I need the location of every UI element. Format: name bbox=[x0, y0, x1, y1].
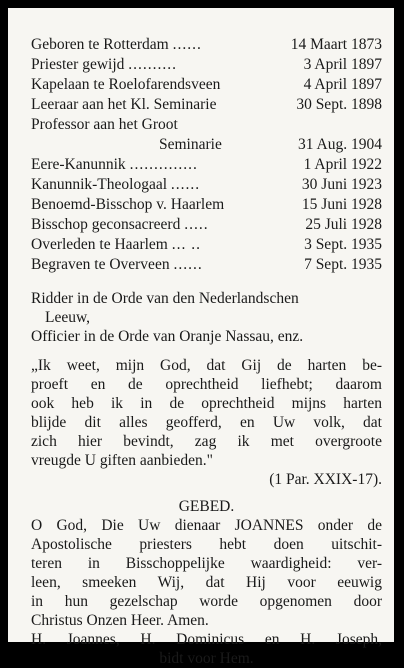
career-row: Leeraar aan het Kl. Seminarie 30 Sept. 1898 bbox=[31, 96, 382, 113]
prayer-line: O God, Die Uw dienaar JOANNES onder de bbox=[31, 517, 382, 534]
quote-line: vreugde U giften aanbieden." bbox=[31, 452, 213, 469]
prayer-line: Christus Onzen Heer. Amen. bbox=[31, 612, 209, 629]
honours-line: Leeuw, bbox=[45, 309, 91, 326]
quote-line: zich hier bevindt, zag ik met overgroote bbox=[31, 433, 382, 450]
prayer-card bbox=[8, 8, 394, 667]
quote-source: (1 Par. XXIX-17). bbox=[269, 471, 382, 488]
quote-line: blijde dit alles geofferd, en Uw volk, dat bbox=[31, 414, 382, 431]
career-row: Professor aan het Groot bbox=[31, 116, 178, 133]
career-list bbox=[31, 35, 382, 275]
quote-line: proeft en de oprechtheid liefhebt; daarom bbox=[31, 376, 382, 393]
honours-line: Officier in de Orde van Oranje Nassau, enz. bbox=[31, 328, 304, 345]
prayer-line: leen, smeeken Wij, dat Hij voor eeuwig bbox=[31, 574, 382, 591]
career-row: Bisschop geconsacreerd ..... 25 Juli 1928 bbox=[31, 216, 382, 233]
prayer-block bbox=[31, 497, 382, 668]
career-row: Begraven te Overveen ...... 7 Sept. 1935 bbox=[31, 256, 382, 273]
career-row: Kanunnik-Theologaal ...... 30 Juni 1923 bbox=[31, 176, 382, 193]
honours-line: Ridder in de Orde van den Nederlandschen bbox=[31, 290, 299, 307]
prayer-title: GEBED. bbox=[178, 498, 235, 515]
honours-block bbox=[31, 289, 382, 346]
prayer-line: Apostolische priesters hebt doen uitschit- bbox=[31, 536, 382, 553]
quote-line: „Ik weet, mijn God, dat Gij de harten be- bbox=[31, 357, 382, 374]
career-row: Benoemd-Bisschop v. Haarlem 15 Juni 1928 bbox=[31, 196, 382, 213]
career-row: Priester gewijd .......... 3 April 1897 bbox=[31, 56, 382, 73]
career-row: Seminarie 31 Aug. 1904 bbox=[159, 136, 382, 153]
career-row: Overleden te Haarlem ... .. 3 Sept. 1935 bbox=[31, 236, 382, 253]
prayer-line: in hun gezelschap worde opgenomen door bbox=[31, 593, 382, 610]
saints-invocation: bidt voor Hem. bbox=[159, 650, 254, 667]
career-row: Eere-Kanunnik .............. 1 April 1922 bbox=[31, 156, 382, 173]
prayer-line: teren in Bisschoppelijke waardigheid: ver- bbox=[31, 555, 382, 572]
career-row: Kapelaan te Roelofarendsveen 4 April 1897 bbox=[31, 76, 382, 93]
quote-line: ook heb ik in de oprechtheid mijns harten bbox=[31, 395, 382, 412]
career-row: Geboren te Rotterdam ...... 14 Maart 1873 bbox=[31, 36, 382, 53]
scripture-quote bbox=[31, 356, 382, 489]
saints-invocation: H. Joannes, H. Dominicus en H. Joseph, bbox=[31, 631, 382, 648]
